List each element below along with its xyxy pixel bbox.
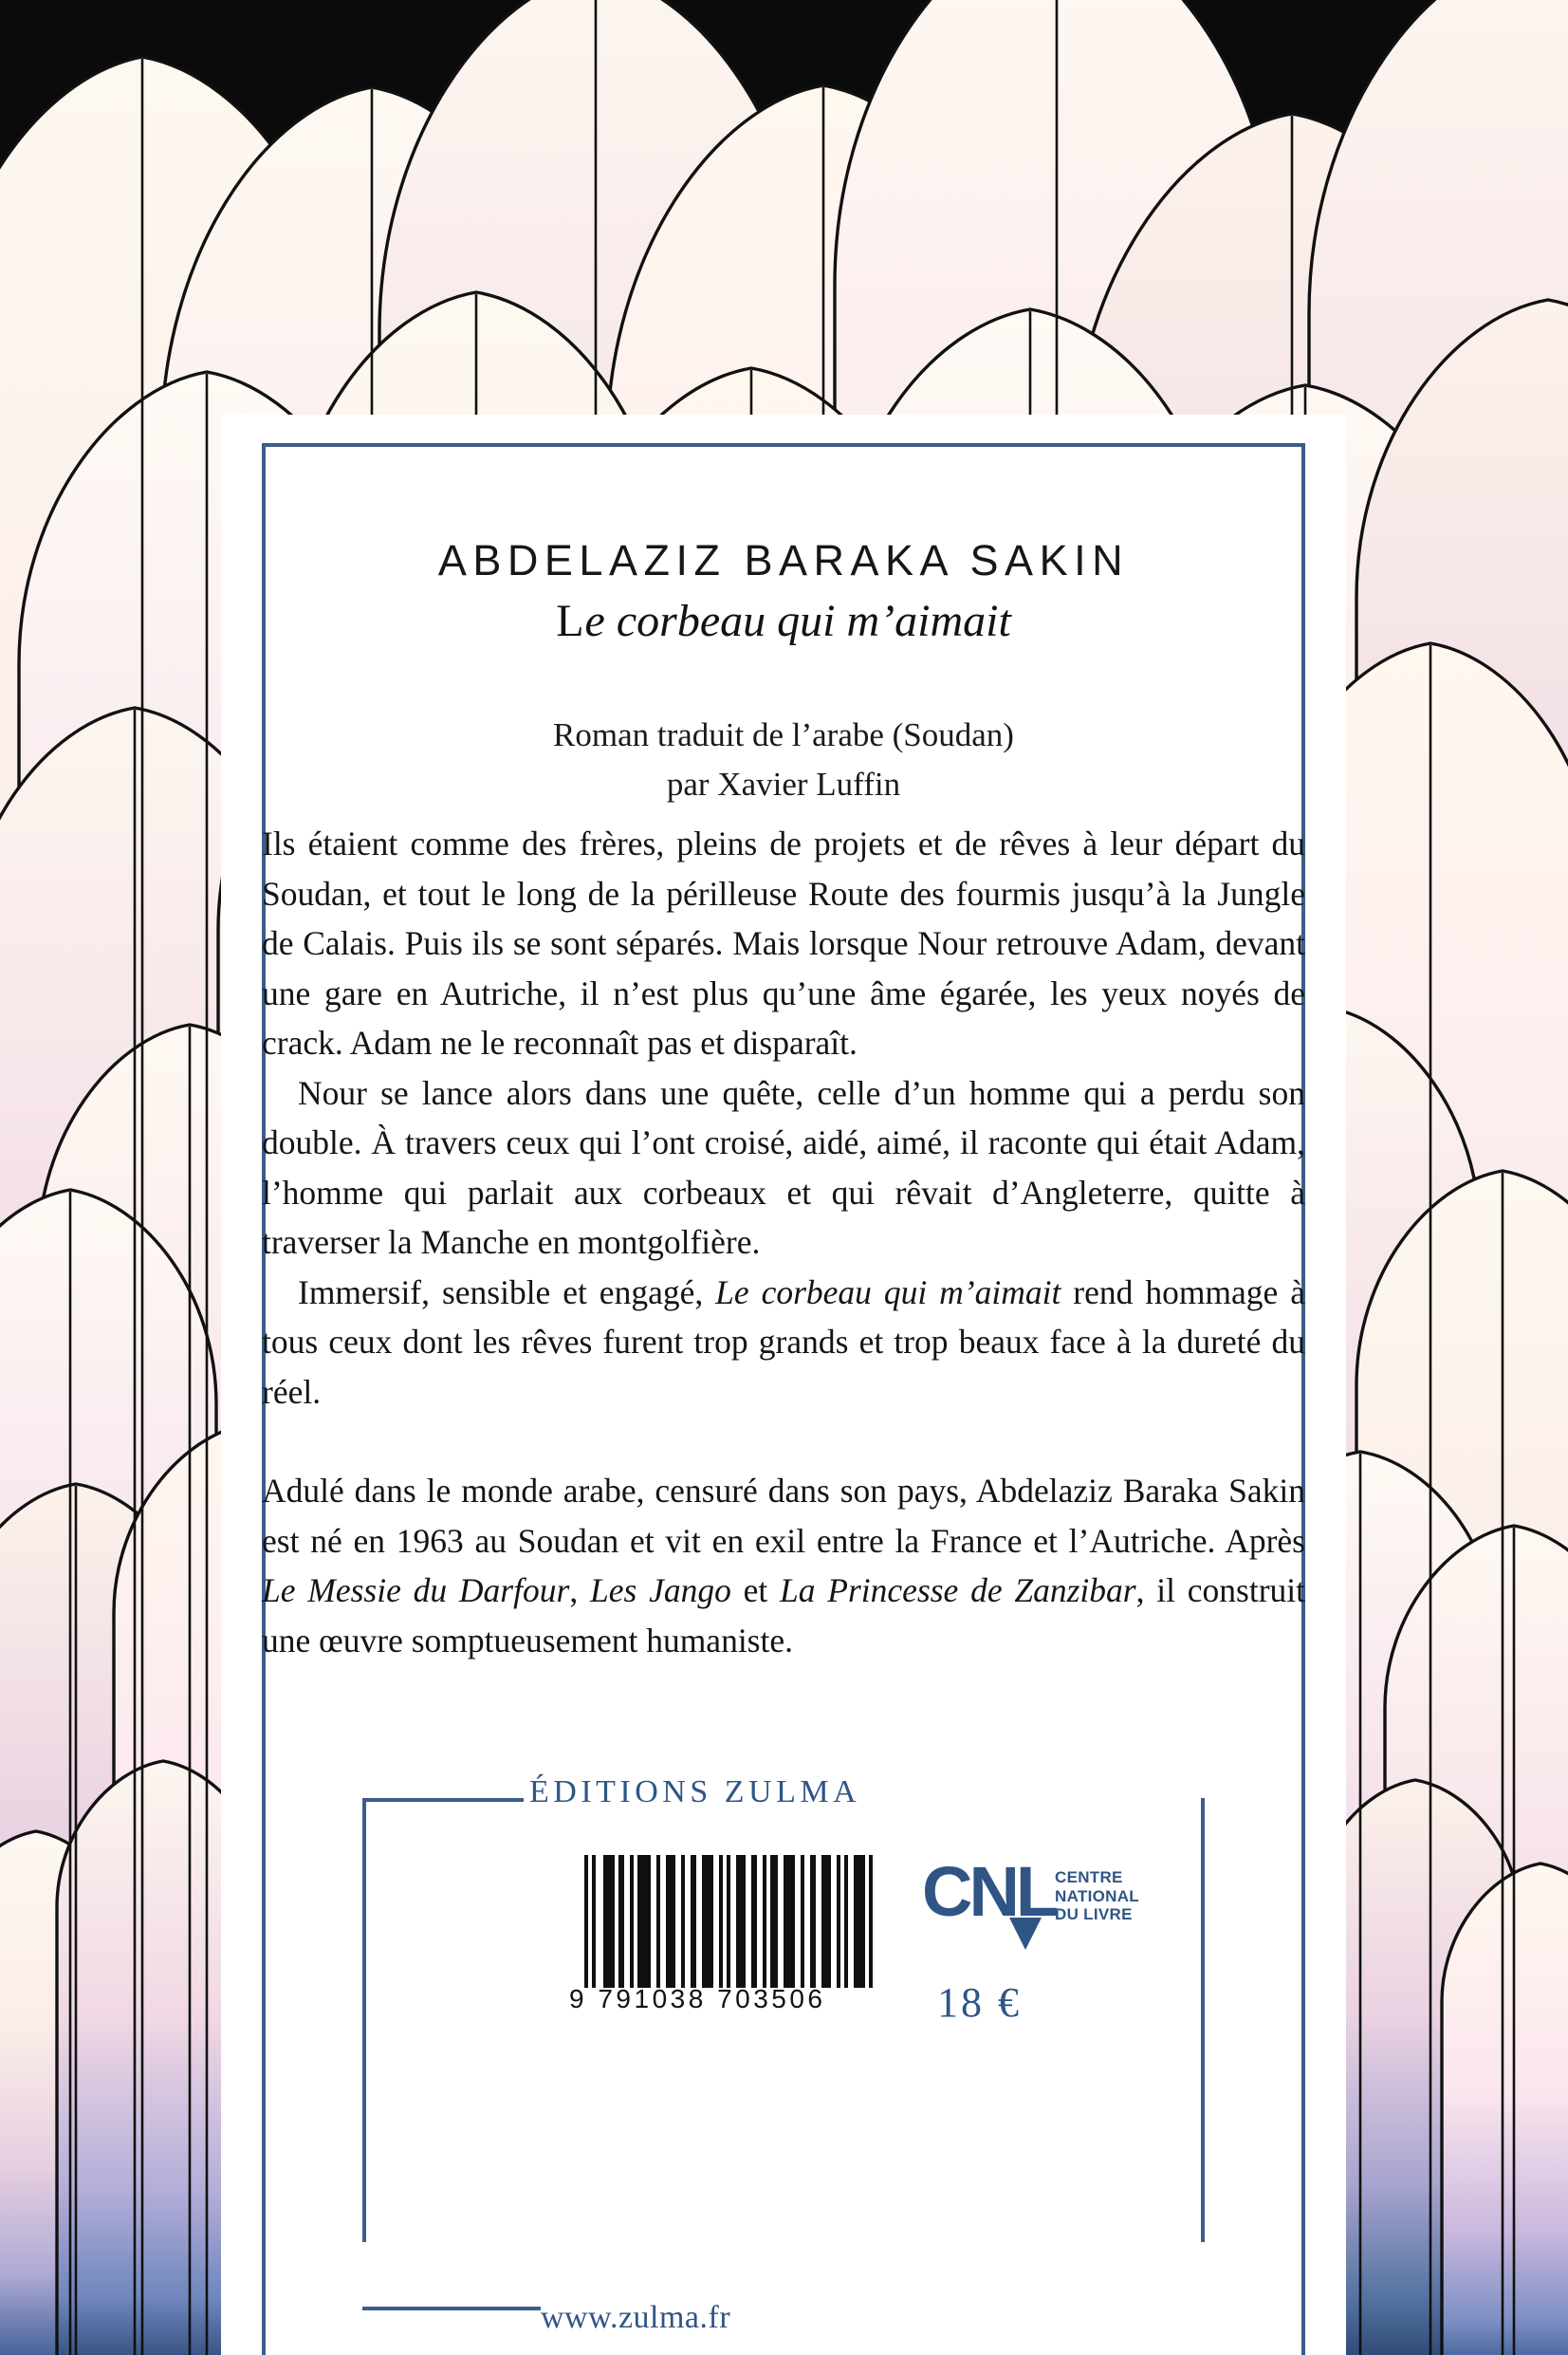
bio-work-2: Les Jango (589, 1571, 731, 1609)
blurb-p3-post: rend hommage à tous ceux dont les rêves furent trop grands et trop beaux face à la dureté du réel. (262, 1272, 1306, 1411)
publisher-frame-right (1201, 1798, 1205, 2242)
cnl-mark-text: CNL (922, 1852, 1056, 1931)
publisher-website[interactable]: www.zulma.fr (541, 2300, 731, 2335)
cnl-descender-icon (1009, 1918, 1042, 1950)
cnl-subtitle-line-3: DU LIVRE (1055, 1905, 1133, 1923)
blurb-paragraph-3 (262, 1268, 1305, 1418)
translation-credit (262, 711, 1305, 809)
blurb-text (262, 819, 1305, 1665)
blurb-p3-pre: Immersif, sensible et engagé, (298, 1272, 716, 1311)
price-label: 18 € (937, 1979, 1022, 2026)
bio-work-3: La Princesse de Zanzibar (780, 1571, 1136, 1609)
bio-part-1: Adulé dans le monde arabe, censuré dans son pays, Abdelaziz Baraka Sakin est né en 1963 au Soudan et vit en exil entre la France et l’Autriche. Après (262, 1472, 1305, 1560)
author-name: ABDELAZIZ BARAKA SAKIN (437, 536, 1130, 584)
blurb-paragraph-2: Nour se lance alors dans une quête, celle d’un homme qui a perdu son double. À travers ceux qui l’ont croisé, aidé, aimé, il raconte qui était Adam, l’homme qui parlait aux corbeaux et qui rêvait d’Angleterre, quitte à traverser la Manche en montgolfière. (262, 1073, 1305, 1261)
isbn-number: 9 791038 703506 (569, 1984, 826, 2013)
publisher-block (362, 1774, 1205, 2335)
publisher-frame-bottom-left (362, 2307, 541, 2310)
author-bio (262, 1466, 1305, 1665)
cnl-subtitle (1055, 1868, 1139, 1924)
blurb-p3-title: Le corbeau qui m’aimait (715, 1272, 1061, 1311)
isbn-barcode (569, 1855, 876, 2014)
back-cover-content (262, 443, 1305, 2355)
cnl-logo (922, 1852, 1139, 1971)
barcode-bars (579, 1855, 876, 1988)
title-initial: L (556, 596, 585, 646)
bio-work-1: Le Messie du Darfour (262, 1571, 570, 1609)
cnl-subtitle-line-2: NATIONAL (1055, 1886, 1139, 1905)
publisher-frame-left (362, 1798, 366, 2242)
cnl-subtitle-line-1: CENTRE (1055, 1868, 1123, 1886)
publisher-name: ÉDITIONS ZULMA (529, 1774, 861, 1809)
bio-sep-2: et (730, 1571, 781, 1609)
book-title (262, 595, 1305, 647)
title-rest: e corbeau qui m’aimait (584, 596, 1011, 646)
publisher-frame-top-left (362, 1798, 524, 1802)
translation-line-2: par Xavier Luffin (666, 766, 901, 803)
bio-sep-1: , (569, 1571, 590, 1609)
translation-line-1: Roman traduit de l’arabe (Soudan) (553, 716, 1014, 753)
bio-part-2: , il construit une œuvre somptueusement humaniste. (262, 1571, 1306, 1660)
blurb-paragraph-1: Ils étaient comme des frères, pleins de projets et de rêves à leur départ du Soudan, et tout le long de la périlleuse Route des fourmis jusqu’à la Jungle de Calais. Puis ils se sont séparés. Mais lorsque Nour retrouve Adam, devant une gare en Autriche, il n’est plus qu’une âme égarée, les yeux noyés de crack. Adam ne le reconnaît pas et disparaît. (262, 825, 1305, 1062)
